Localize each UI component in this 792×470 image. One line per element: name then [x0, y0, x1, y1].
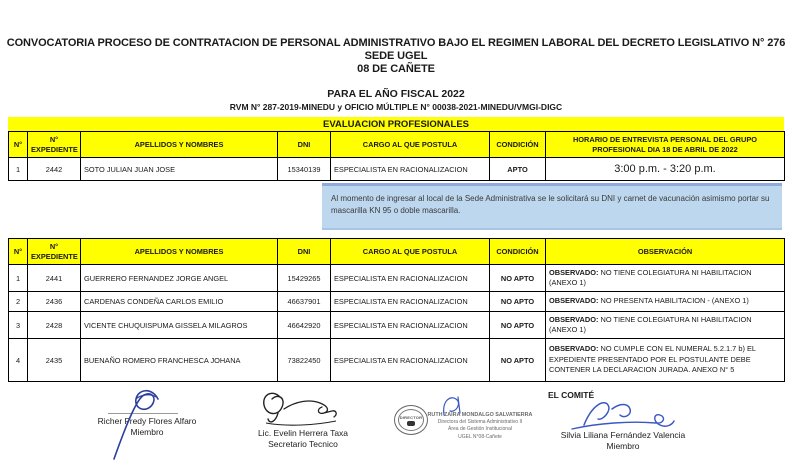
- table-row: [9, 312, 785, 339]
- col-header-cargo: CARGO AL QUE POSTULA: [331, 132, 490, 158]
- signature-member2-icon: [568, 395, 678, 435]
- col-header-horario: HORARIO DE ENTREVISTA PERSONAL DEL GRUPO PROFESIONAL DIA 18 DE ABRIL DE 2022: [546, 132, 785, 158]
- signature-block-secretary: [238, 428, 368, 450]
- cell-n: 3: [9, 312, 28, 339]
- col-header-condicion: CONDICIÓN: [490, 132, 546, 158]
- cell-condicion: APTO: [490, 158, 546, 181]
- table-row: [9, 158, 785, 181]
- cell-cargo: ESPECIALISTA EN RACIONALIZACION: [331, 292, 490, 312]
- col-header-n: N°: [9, 239, 28, 265]
- fiscal-year-subtitle: PARA EL AÑO FISCAL 2022: [327, 88, 465, 100]
- col-header-dni: DNI: [278, 239, 331, 265]
- reference-line: RVM N° 287-2019-MINEDU y OFICIO MÚLTIPLE N° 00038-2021-MINEDU/VMGI-DIGC: [229, 102, 563, 112]
- cell-dni: 46642920: [278, 312, 331, 339]
- cell-expediente: 2442: [28, 158, 81, 181]
- table-row: [9, 292, 785, 312]
- cell-horario: 3:00 p.m. - 3:20 p.m.: [546, 158, 785, 181]
- stamp-office: Área de Gestión Institucional: [448, 426, 512, 433]
- cell-condicion: NO APTO: [490, 312, 546, 339]
- stamp-entity: UGEL N°08-Cañete: [458, 433, 502, 440]
- cell-n: 2: [9, 292, 28, 312]
- cell-nombres: SOTO JULIAN JUAN JOSE: [81, 158, 278, 181]
- cell-observacion: [546, 265, 785, 292]
- cell-dni: 15429265: [278, 265, 331, 292]
- table-row: [9, 339, 785, 382]
- col-header-expediente: N° EXPEDIENTE: [28, 239, 81, 265]
- stamp-official-title: Directora del Sistema Administrativo II: [437, 419, 523, 426]
- cell-n: 1: [9, 265, 28, 292]
- col-header-n: N°: [9, 132, 28, 158]
- signature-block-member1: [52, 416, 242, 438]
- seal-inner-ring: [398, 409, 424, 431]
- observado-label: OBSERVADO:: [549, 296, 599, 306]
- cell-observacion: [546, 312, 785, 339]
- document-header: [0, 0, 792, 112]
- evaluation-results-table: [8, 131, 785, 181]
- observado-text: NO CUMPLE CON EL NUMERAL 5.2.1.7 b) EL EXPEDIENTE PRESENTADO POR EL POSTULANTE DEBE CONTENER LA DECLARACION JURADA. ANEXO N° 5: [549, 344, 756, 375]
- cell-nombres: VICENTE CHUQUISPUMA GISSELA MILAGROS: [81, 312, 278, 339]
- cell-cargo: ESPECIALISTA EN RACIONALIZACION: [331, 339, 490, 382]
- cell-nombres: CARDENAS CONDEÑA CARLOS EMILIO: [81, 292, 278, 312]
- col-header-dni: DNI: [278, 132, 331, 158]
- cell-expediente: 2436: [28, 292, 81, 312]
- signer-name: Lic. Evelin Herrera Taxa: [257, 428, 349, 438]
- col-header-nombres: APELLIDOS Y NOMBRES: [81, 132, 278, 158]
- signer-role: Miembro: [606, 441, 640, 452]
- col-header-observacion: OBSERVACIÓN: [546, 239, 785, 265]
- cell-cargo: ESPECIALISTA EN RACIONALIZACION: [331, 158, 490, 181]
- col-header-expediente: N° EXPEDIENTE: [28, 132, 81, 158]
- cell-expediente: 2428: [28, 312, 81, 339]
- signature-block-member2: [528, 430, 718, 452]
- cell-expediente: 2435: [28, 339, 81, 382]
- document-title-line1: CONVOCATORIA PROCESO DE CONTRATACION DE PERSONAL ADMINISTRATIVO BAJO EL REGIMEN LABORAL DEL DECRETO LEGISLATIVO N° 276 SEDE UGEL: [6, 37, 786, 62]
- cell-observacion: [546, 339, 785, 382]
- committee-label: EL COMITÉ: [548, 390, 595, 400]
- observado-label: OBSERVADO:: [549, 267, 599, 277]
- observado-text: NO TIENE COLEGIATURA NI HABILITACION (ANEXO 1): [549, 314, 752, 334]
- section-title-band: EVALUACION PROFESIONALES: [8, 117, 784, 131]
- observado-text: NO PRESENTA HABILITACION - (ANEXO 1): [598, 296, 749, 306]
- col-header-cargo: CARGO AL QUE POSTULA: [331, 239, 490, 265]
- signer-name: Silvia Liliana Fernández Valencia: [560, 430, 686, 440]
- signer-role: Miembro: [130, 427, 164, 438]
- observed-applicants-table: [8, 238, 785, 382]
- signatures-section: [0, 387, 792, 470]
- seal-text: DIRECTOR: [399, 414, 423, 420]
- stamp-text-block: [420, 403, 540, 441]
- cell-dni: 15340139: [278, 158, 331, 181]
- table-header-row: [9, 132, 785, 158]
- cell-condicion: NO APTO: [490, 265, 546, 292]
- observado-label: OBSERVADO:: [549, 314, 599, 324]
- signer-name: Richer Fredy Flores Alfaro: [97, 416, 197, 426]
- document-title-line2: 08 DE CAÑETE: [357, 63, 435, 75]
- cell-cargo: ESPECIALISTA EN RACIONALIZACION: [331, 312, 490, 339]
- cell-nombres: BUENAÑO ROMERO FRANCHESCA JOHANA: [81, 339, 278, 382]
- signer-role: Secretario Tecnico: [268, 439, 338, 450]
- stamp-official-name: RUTH ZAIRA MONDALGO SALVATIERRA: [427, 412, 533, 418]
- signature-line: [108, 413, 178, 414]
- table-row: [9, 265, 785, 292]
- cell-dni: 46637901: [278, 292, 331, 312]
- cell-expediente: 2441: [28, 265, 81, 292]
- observado-label: OBSERVADO:: [549, 344, 599, 354]
- col-header-condicion: CONDICIÓN: [490, 239, 546, 265]
- table-header-row: [9, 239, 785, 265]
- cell-dni: 73822450: [278, 339, 331, 382]
- cell-condicion: NO APTO: [490, 339, 546, 382]
- col-header-nombres: APELLIDOS Y NOMBRES: [81, 239, 278, 265]
- entry-requirements-note: Al momento de ingresar al local de la Sede Administrativa se le solicitará su DNI y carnet de vacunación asimismo portar su mascarilla KN 95 o doble mascarilla.: [322, 183, 782, 230]
- observado-text: NO TIENE COLEGIATURA NI HABILITACION (ANEXO 1): [549, 267, 752, 287]
- cell-observacion: [546, 292, 785, 312]
- cell-cargo: ESPECIALISTA EN RACIONALIZACION: [331, 265, 490, 292]
- cell-nombres: GUERRERO FERNANDEZ JORGE ANGEL: [81, 265, 278, 292]
- official-stamp: [394, 403, 540, 441]
- seal-emblem: [407, 421, 415, 426]
- cell-n: 4: [9, 339, 28, 382]
- official-seal-icon: [394, 405, 428, 435]
- cell-condicion: NO APTO: [490, 292, 546, 312]
- signature-secretary-icon: [258, 387, 344, 431]
- cell-n: 1: [9, 158, 28, 181]
